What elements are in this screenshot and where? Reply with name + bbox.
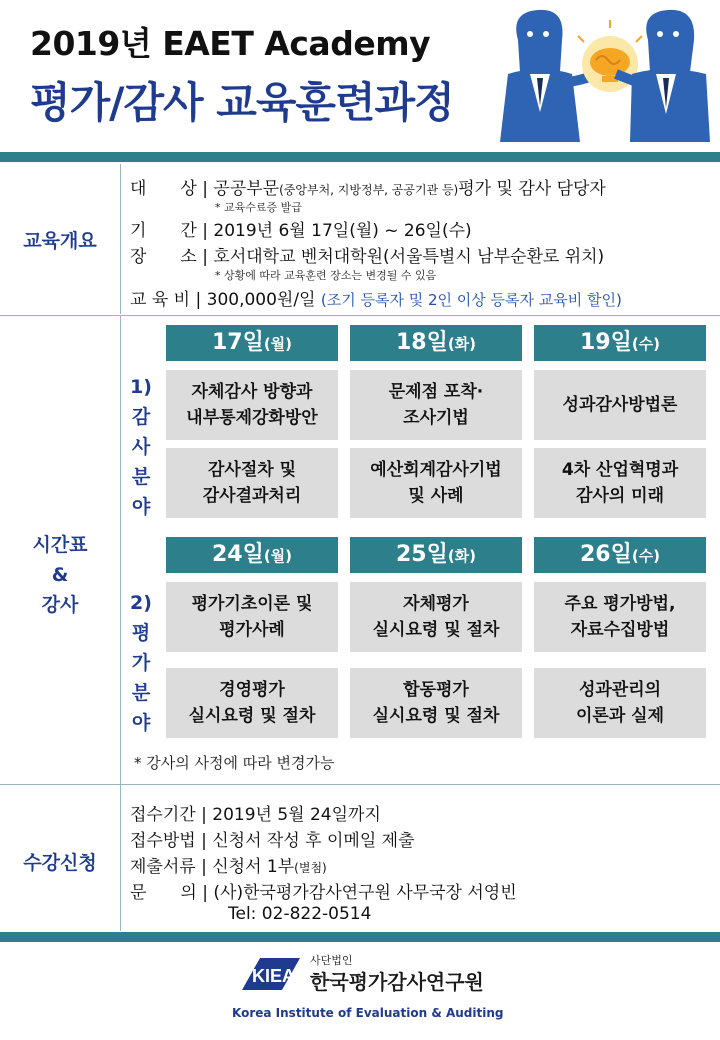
evaluation-day-header-1: 24일(월) — [166, 537, 338, 573]
reg-docs-key: 제출서류 — [130, 857, 196, 877]
target-value-small: (중앙부처, 지방정부, 공공기관 등) — [279, 183, 459, 197]
org-small-label: 사단법인 — [310, 954, 353, 967]
schedule-label-line1: 시간표 — [32, 534, 88, 556]
registration-contact-row: 문 의 | (사)한국평가감사연구원 사무국장 서영빈 — [130, 883, 517, 903]
audit-category-label — [126, 372, 156, 522]
target-sep: | — [202, 179, 208, 199]
bottom-divider-bar — [0, 932, 720, 942]
fee-sep: | — [195, 290, 202, 310]
schedule-label-line2: & — [51, 564, 69, 586]
registration-method-row: 접수방법 | 신청서 작성 후 이메일 제출 — [130, 831, 415, 851]
schedule-divider — [120, 316, 121, 784]
audit-session-cell: 자체감사 방향과 내부통제강화방안 — [166, 370, 338, 440]
overview-place-row — [130, 242, 604, 267]
audit-session-cell: 감사절차 및 감사결과처리 — [166, 448, 338, 518]
evaluation-session-cell: 경영평가 실시요령 및 절차 — [166, 668, 338, 738]
target-key: 대 상 — [130, 179, 197, 199]
schedule-label-line3: 강사 — [41, 594, 79, 616]
audit-char-3: 분 — [131, 466, 151, 488]
audit-char-4: 야 — [131, 496, 151, 518]
fee-discount: (조기 등록자 및 2인 이상 등록자 교육비 할인) — [320, 291, 622, 309]
audit-char-2: 사 — [131, 436, 151, 458]
evaluation-char-4: 야 — [131, 712, 151, 734]
top-divider-bar — [0, 152, 720, 162]
schedule-change-note: * 강사의 사정에 따라 변경가능 — [134, 754, 335, 772]
title-line-2: 평가/감사 교육훈련과정 — [30, 78, 454, 127]
audit-session-cell: 예산회계감사기법 및 사례 — [350, 448, 522, 518]
audit-day-header-1: 17일(월) — [166, 325, 338, 361]
overview-period-row — [130, 216, 472, 241]
evaluation-day-header-2: 25일(화) — [350, 537, 522, 573]
overview-divider — [120, 164, 121, 314]
evaluation-day-header-3: 26일(수) — [534, 537, 706, 573]
reg-contact-value: (사)한국평가감사연구원 사무국장 서영빈 — [213, 883, 517, 903]
evaluation-session-cell: 합동평가 실시요령 및 절차 — [350, 668, 522, 738]
evaluation-number: 2) — [130, 592, 152, 614]
audit-day-header-2: 18일(화) — [350, 325, 522, 361]
audit-number: 1) — [130, 376, 152, 398]
audit-session-cell: 문제점 포착· 조사기법 — [350, 370, 522, 440]
evaluation-char-2: 가 — [131, 652, 151, 674]
reg-period-value: 2019년 5월 24일까지 — [212, 805, 381, 825]
registration-period-row: 접수기간 | 2019년 5월 24일까지 — [130, 805, 381, 825]
evaluation-char-1: 평 — [131, 622, 151, 644]
org-english-name: Korea Institute of Evaluation & Auditing — [232, 1006, 504, 1020]
evaluation-char-3: 분 — [131, 682, 151, 704]
overview-target-row — [130, 174, 606, 199]
audit-day-header-3: 19일(수) — [534, 325, 706, 361]
org-name: 한국평가감사연구원 — [310, 970, 484, 994]
schedule-section-label — [0, 530, 120, 620]
fee-key: 교 육 비 — [130, 290, 191, 310]
audit-session-cell: 4차 산업혁명과 감사의 미래 — [534, 448, 706, 518]
overview-fee-row — [130, 285, 622, 310]
place-note: * 상황에 따라 교육훈련 장소는 변경될 수 있음 — [215, 269, 437, 282]
title-line-1: 2019년 EAET Academy — [30, 24, 431, 63]
kiea-logo-icon — [238, 952, 302, 996]
reg-contact-key: 문 의 — [130, 883, 197, 903]
reg-docs-value: 신청서 1부 — [212, 857, 295, 877]
reg-docs-small: (별첨) — [294, 861, 327, 875]
svg-text:KIEA: KIEA — [252, 966, 296, 986]
reg-method-value: 신청서 작성 후 이메일 제출 — [212, 831, 415, 851]
reg-period-key: 접수기간 — [130, 805, 196, 825]
registration-divider — [120, 785, 121, 931]
audit-session-cell: 성과감사방법론 — [534, 370, 706, 440]
period-sep: | — [202, 221, 208, 241]
business-people-illustration — [500, 2, 710, 148]
overview-bottom-rule — [0, 315, 720, 316]
target-note: * 교육수료증 발급 — [215, 201, 302, 214]
reg-method-key: 접수방법 — [130, 831, 196, 851]
period-value: 2019년 6월 17일(월) ~ 26일(수) — [213, 221, 472, 241]
audit-char-1: 감 — [131, 406, 151, 428]
schedule-bottom-rule — [0, 784, 720, 785]
evaluation-session-cell: 주요 평가방법, 자료수집방법 — [534, 582, 706, 652]
registration-docs-row: 제출서류 | 신청서 1부(별첨) — [130, 857, 327, 877]
place-key: 장 소 — [130, 247, 197, 267]
target-value-pre: 공공부문 — [213, 179, 280, 199]
evaluation-session-cell: 성과관리의 이론과 실제 — [534, 668, 706, 738]
registration-tel: Tel: 02-822-0514 — [228, 904, 372, 924]
period-key: 기 간 — [130, 221, 197, 241]
evaluation-session-cell: 평가기초이론 및 평가사례 — [166, 582, 338, 652]
registration-section-label: 수강신청 — [23, 852, 97, 874]
right-person-figure — [616, 10, 710, 142]
place-value: 호서대학교 벤처대학원(서울특별시 남부순환로 위치) — [213, 247, 605, 267]
target-value-post: 평가 및 감사 담당자 — [458, 179, 606, 199]
evaluation-category-label — [126, 588, 156, 738]
evaluation-session-cell: 자체평가 실시요령 및 절차 — [350, 582, 522, 652]
overview-section-label: 교육개요 — [23, 230, 97, 252]
fee-value: 300,000원/일 — [206, 290, 316, 310]
place-sep: | — [202, 247, 208, 267]
